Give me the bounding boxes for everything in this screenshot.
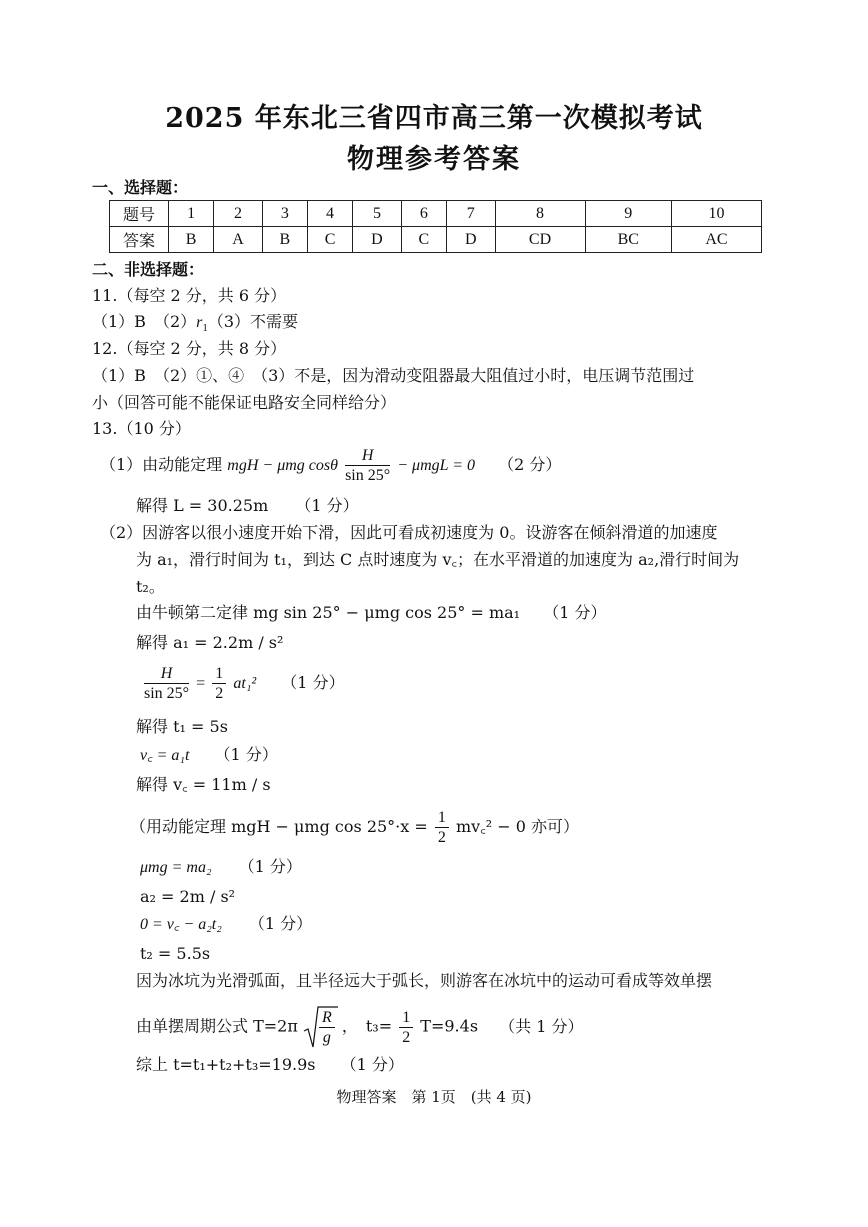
formula-text: mgH − μmg cosθ: [227, 457, 338, 474]
q11-r-symbol: r: [196, 314, 203, 331]
table-cell: C: [401, 227, 446, 253]
table-cell: A: [214, 227, 263, 253]
score-note: （1 分）: [340, 1055, 404, 1074]
q12-heading: 12.（每空 2 分，共 8 分）: [92, 339, 287, 358]
section-choice-heading: 一、选择题：: [92, 178, 189, 197]
deceleration-equation: [140, 913, 312, 936]
table-cell: 答案: [110, 227, 169, 253]
q12-answer-line2: 小（回答可能不能保证电路安全同样给分）: [92, 393, 397, 412]
fraction: [399, 1008, 413, 1047]
fraction: [435, 808, 449, 847]
section-nonchoice-heading: 二、非选择题：: [92, 260, 205, 279]
t2-result: t₂ = 5.5s: [140, 944, 211, 963]
formula-text: （用动能定理 mgH − μmg cos 25°·x =: [130, 817, 428, 836]
denominator: g: [322, 1028, 331, 1046]
table-cell: 8: [495, 201, 585, 227]
table-cell: 9: [585, 201, 671, 227]
numerator: 1: [399, 1008, 413, 1028]
denominator: 2: [437, 829, 446, 846]
score-note: （1 分）: [248, 914, 313, 933]
table-cell: 题号: [110, 201, 169, 227]
score-note: （1 分）: [281, 673, 345, 692]
table-cell: B: [262, 227, 307, 253]
table-cell: 1: [169, 201, 214, 227]
formula-text: at₁²: [233, 675, 257, 692]
energy-alternative: [130, 808, 579, 847]
a1-result: 解得 a₁ = 2.2m / s²: [136, 633, 284, 652]
fraction: [212, 664, 226, 703]
numerator: H: [345, 446, 390, 466]
formula-text: − μmgL = 0: [397, 457, 476, 474]
q11-r-sub: 1: [202, 322, 208, 335]
friction-equation: [140, 856, 302, 879]
exam-subtitle: 物理参考答案: [347, 144, 521, 175]
total-time-line: [136, 1054, 404, 1076]
vc-result: 解得 v꜀ = 11m / s: [136, 775, 271, 794]
fraction: [345, 446, 390, 485]
q13-part1-equation: [100, 446, 561, 485]
numerator: 1: [212, 664, 226, 684]
table-cell: AC: [671, 227, 761, 253]
score-note: （2 分）: [498, 455, 562, 474]
pendulum-formula-line: [136, 1005, 583, 1049]
table-cell: D: [353, 227, 402, 253]
q13-part2-line2: 为 a₁，滑行时间为 t₁，到达 C 点时速度为 v꜀；在水平滑道的加速度为 a₂,滑行时间为: [136, 550, 740, 569]
table-cell: 7: [446, 201, 495, 227]
score-note: （1 分）: [543, 603, 607, 622]
kinematics-equation: $\frac{H}{\sin 25^\circ}$ = $\frac{1}{2}$ at₁² （1 分）: [144, 665, 345, 702]
numerator: 1: [435, 808, 449, 828]
newton-law-line: [136, 602, 606, 624]
q13-part1-result: [136, 495, 359, 517]
denominator: 2: [215, 685, 224, 702]
table-cell: 2: [214, 201, 263, 227]
denominator: sin 25°: [144, 685, 190, 702]
formula-text: ， t₃=: [341, 1016, 393, 1036]
q12-answer-line1: （1）B （2）①、④ （3）不是，因为滑动变阻器最大阻值过小时，电压调节范围过: [92, 366, 695, 385]
denominator: sin 25°: [345, 467, 391, 484]
table-header-row: [110, 201, 762, 227]
table-cell: 3: [262, 201, 307, 227]
score-note: （1 分）: [238, 857, 302, 876]
table-cell: C: [307, 227, 352, 253]
q13-part2-line3: t₂。: [136, 577, 165, 596]
formula-text: 综上 t=t₁+t₂+t₃=19.9s: [136, 1055, 316, 1074]
table-cell: BC: [585, 227, 671, 253]
page-footer: 物理答案 第 1页 (共 4 页): [336, 1088, 532, 1106]
score-note: （1 分）: [214, 745, 278, 764]
ice-pit-explanation: 因为冰坑为光滑弧面，且半径远大于弧长，则游客在冰坑中的运动可看成等效单摆: [136, 971, 713, 990]
table-cell: 6: [401, 201, 446, 227]
q11-answer: [92, 311, 298, 339]
q13-part2-line1: （2）因游客以很小速度开始下滑，因此可看成初速度为 0。设游客在倾斜滑道的加速度: [100, 523, 718, 542]
table-cell: 10: [671, 201, 761, 227]
fraction: [144, 664, 189, 703]
numerator: R: [319, 1008, 335, 1028]
t1-result: 解得 t₁ = 5s: [136, 717, 228, 736]
formula-text: T=9.4s: [420, 1016, 479, 1036]
formula-text: mv꜀² − 0 亦可）: [455, 817, 579, 836]
score-note: （共 1 分）: [499, 1016, 584, 1036]
table-cell: CD: [495, 227, 585, 253]
denominator: 2: [402, 1028, 411, 1046]
formula-text: μmg = ma₂: [140, 859, 212, 876]
formula-text: 0 = v꜀ − a₂t₂: [140, 916, 222, 933]
q13-part1-label: （1）由动能定理: [100, 455, 223, 474]
result-text: 解得 L = 30.25m: [136, 496, 269, 515]
answer-table: [109, 200, 762, 253]
formula-text: v꜀ = a₁t: [140, 747, 190, 764]
exam-title: 2025 年东北三省四市高三第一次模拟考试: [165, 103, 703, 134]
table-cell: 4: [307, 201, 352, 227]
table-answer-row: [110, 227, 762, 253]
table-cell: 5: [353, 201, 402, 227]
vc-equation: [140, 744, 278, 767]
q13-heading: 13.（10 分）: [92, 419, 191, 438]
formula-text: 由牛顿第二定律 mg sin 25° − μmg cos 25° = ma₁: [136, 603, 521, 622]
table-cell: D: [446, 227, 495, 253]
fraction: [319, 1008, 335, 1047]
numerator: H: [144, 664, 189, 684]
formula-text: 由单摆周期公式 T=2π: [136, 1016, 298, 1036]
score-note: （1 分）: [295, 496, 359, 515]
table-cell: B: [169, 227, 214, 253]
q11-part1: （1）B （2）: [92, 312, 197, 331]
a2-result: a₂ = 2m / s²: [140, 887, 236, 906]
q11-heading: 11.（每空 2 分，共 6 分）: [92, 286, 287, 305]
q11-part3: （3）不需要: [207, 312, 299, 331]
